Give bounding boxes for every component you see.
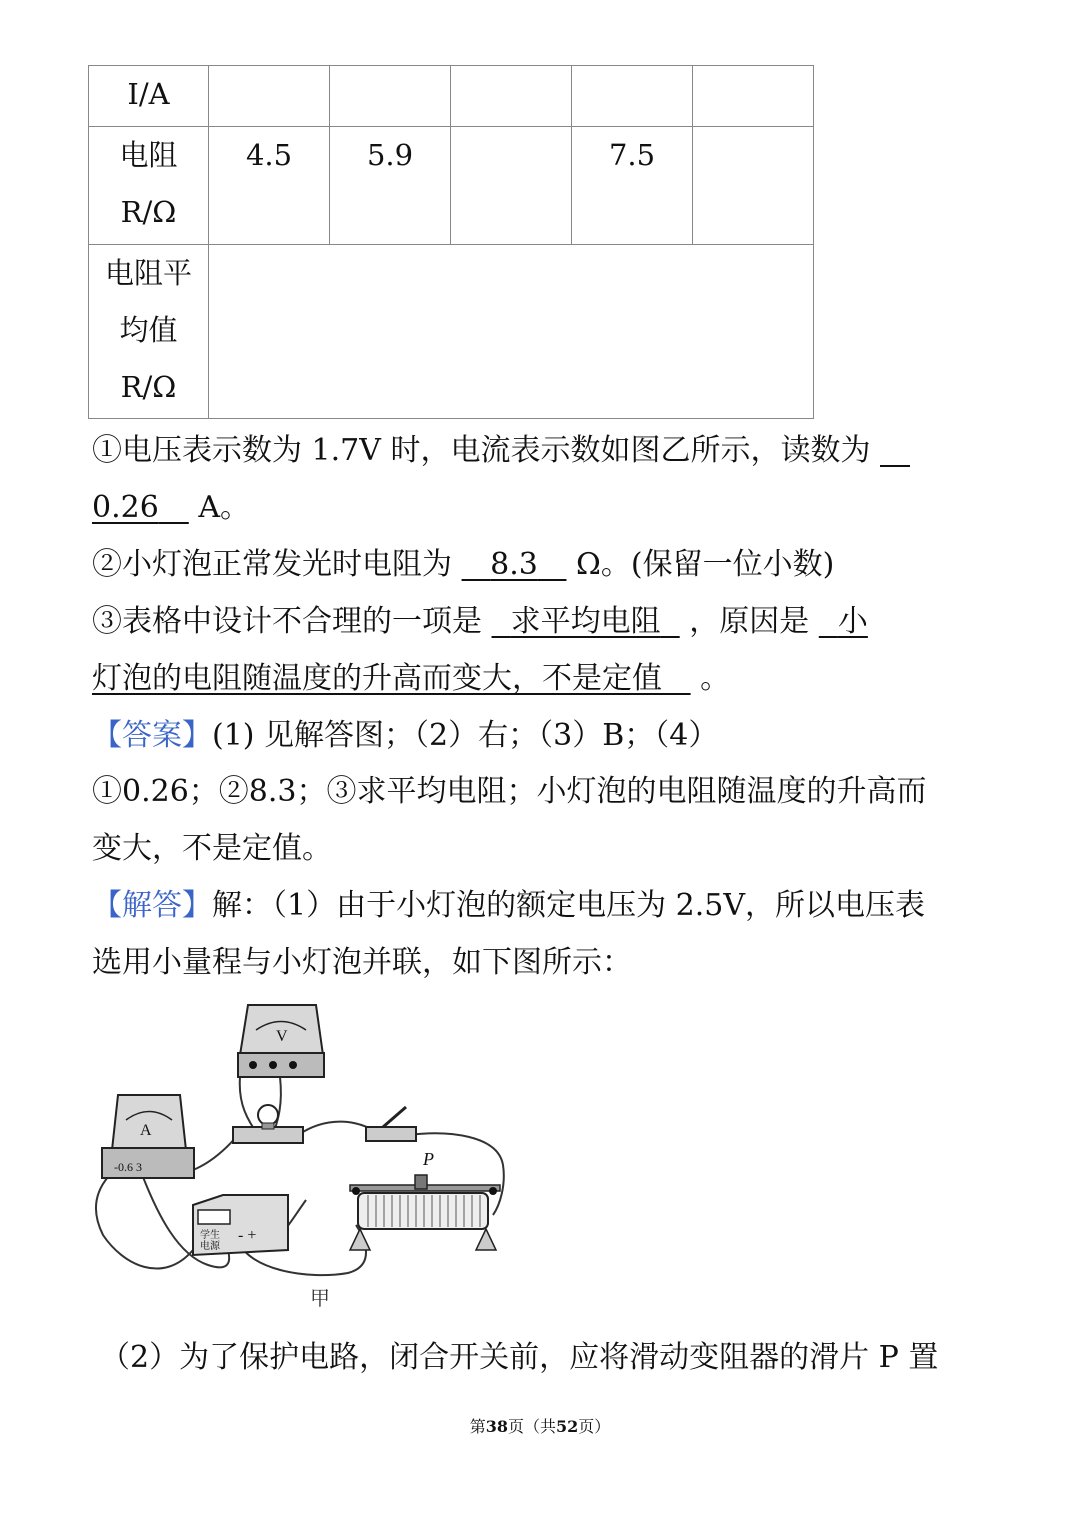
table-cell	[330, 66, 451, 127]
power-supply	[193, 1195, 288, 1255]
question-3-line-2: 灯泡的电阻随温度的升高而变大，不是定值 。	[92, 661, 731, 696]
slider-label: P	[423, 1149, 434, 1169]
power-label-2: 电源	[200, 1241, 220, 1252]
table-row	[89, 127, 814, 245]
table-merged-cell	[209, 245, 814, 419]
table-cell: 5.9	[330, 127, 451, 245]
answer-tag: 【答案】	[92, 718, 212, 753]
answer-resistance: 8.3	[490, 547, 538, 582]
answer-line-3: 变大，不是定值。	[92, 831, 332, 866]
table-cell	[451, 66, 572, 127]
row-label-average-resistance: 电阻平 均值 R/Ω	[89, 245, 209, 419]
table-cell	[209, 66, 330, 127]
ammeter	[102, 1095, 194, 1178]
page-number: 38	[485, 1417, 508, 1436]
slider	[415, 1175, 427, 1189]
answer-line-1: 【答案】(1) 见解答图；（2）右；（3）B；（4）	[92, 718, 719, 753]
solution-line-1: 【解答】解：（1）由于小灯泡的额定电压为 2.5V，所以电压表	[92, 888, 925, 923]
ammeter-label: A	[140, 1122, 152, 1139]
question-1-line-2: 0.26 A。	[92, 490, 251, 525]
table-cell	[693, 127, 814, 245]
table-cell	[451, 127, 572, 245]
table-cell	[572, 66, 693, 127]
diagram-caption: 甲	[310, 1286, 330, 1310]
circuit-diagram	[88, 995, 513, 1315]
voltmeter-label: V	[276, 1028, 288, 1045]
question-3-line-1: ③表格中设计不合理的一项是 求平均电阻 ，原因是 小	[92, 604, 868, 639]
power-terminals: - +	[238, 1227, 257, 1244]
page-total: 52	[556, 1417, 579, 1436]
solution-line-2: 选用小量程与小灯泡并联，如下图所示：	[92, 945, 632, 980]
row-label-current: I/A	[89, 66, 209, 127]
ammeter-scale: -0.6 3	[114, 1160, 142, 1174]
slide-rheostat	[350, 1149, 500, 1250]
question-next-line: （2）为了保护电路，闭合开关前，应将滑动变阻器的滑片 P 置	[100, 1340, 939, 1375]
answer-reason: 灯泡的电阻随温度的升高而变大，不是定值	[92, 661, 662, 696]
solution-tag: 【解答】	[92, 888, 212, 923]
answer-blank-lead: __	[880, 433, 910, 468]
table-cell	[693, 66, 814, 127]
table-cell: 7.5	[572, 127, 693, 245]
table-row	[89, 245, 814, 419]
question-2-line: ②小灯泡正常发光时电阻为 8.3 Ω。(保留一位小数)	[92, 547, 835, 582]
terminal	[269, 1061, 277, 1069]
table-cell: 4.5	[209, 127, 330, 245]
answer-current: 0.26	[92, 490, 159, 525]
answer-unreasonable-item: 求平均电阻	[510, 604, 661, 639]
switch	[366, 1107, 416, 1141]
power-label-1: 学生	[200, 1230, 220, 1241]
wire	[96, 1177, 193, 1269]
page-footer: 第38页（共52页）	[469, 1417, 611, 1436]
answer-reason-start: 小	[837, 604, 868, 639]
data-table	[88, 65, 814, 419]
row-label-resistance: 电阻 R/Ω	[89, 127, 209, 245]
terminal	[289, 1061, 297, 1069]
question-1-line-1: ①电压表示数为 1.7V 时，电流表示数如图乙所示，读数为 __	[92, 433, 910, 468]
voltmeter	[238, 1005, 324, 1077]
terminal	[249, 1061, 257, 1069]
table-row	[89, 66, 814, 127]
answer-line-2: ①0.26；②8.3；③求平均电阻；小灯泡的电阻随温度的升高而	[92, 774, 927, 809]
